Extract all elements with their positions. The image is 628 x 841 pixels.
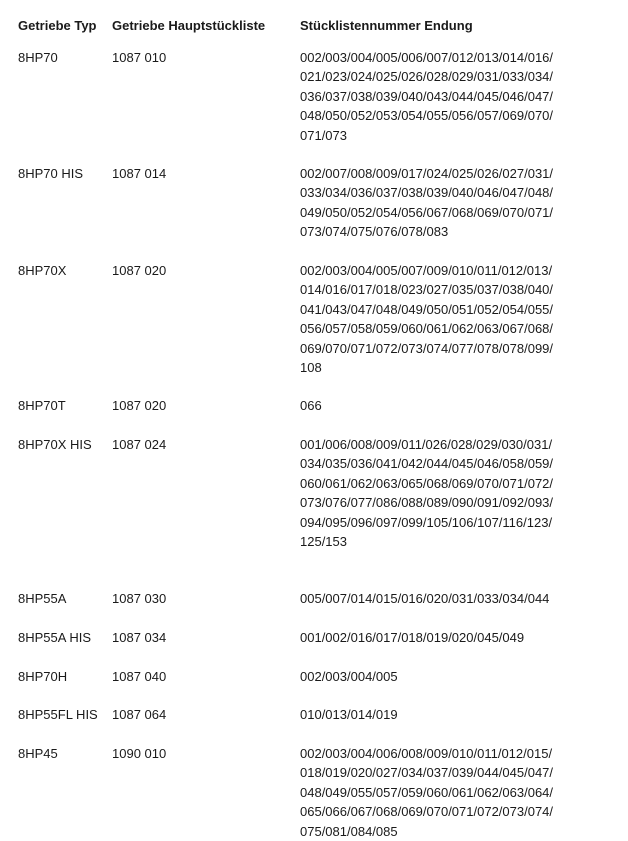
- hauptstueckliste-cell: 1087 014: [112, 166, 167, 181]
- endungen-line: 021/023/024/025/026/028/029/031/033/034/: [300, 69, 554, 85]
- hauptstueckliste-cell: 1087 064: [112, 707, 167, 722]
- hauptstueckliste-cell: 1087 024: [112, 437, 167, 452]
- hauptstueckliste-cell: 1087 010: [112, 50, 167, 65]
- endungen-line: 108: [300, 360, 322, 376]
- endungen-cell: [300, 261, 553, 377]
- getriebe-typ-cell: 8HP70T: [18, 398, 66, 413]
- endungen-cell: [300, 744, 553, 841]
- endungen-line: 094/095/096/097/099/105/106/107/116/123/: [300, 514, 553, 530]
- endungen-cell: [300, 589, 549, 608]
- endungen-line: 048/049/055/057/059/060/061/062/063/064/: [300, 784, 554, 800]
- endungen-cell: [300, 164, 553, 242]
- getriebe-typ-cell: 8HP55A: [18, 591, 67, 606]
- endungen-line: 010/013/014/019: [300, 707, 398, 722]
- endungen-line: 049/050/052/054/056/067/068/069/070/071/: [300, 204, 554, 220]
- endungen-line: 066: [300, 398, 322, 413]
- endungen-line: 060/061/062/063/065/068/069/070/071/072/: [300, 475, 554, 491]
- endungen-line: 033/034/036/037/038/039/040/046/047/048/: [300, 185, 554, 201]
- endungen-cell: [300, 435, 553, 551]
- hauptstueckliste-cell: 1087 020: [112, 263, 167, 278]
- endungen-cell: [300, 48, 553, 145]
- endungen-cell: [300, 705, 398, 724]
- getriebe-typ-cell: 8HP55A HIS: [18, 630, 91, 645]
- endungen-line: 005/007/014/015/016/020/031/033/034/044: [300, 591, 550, 606]
- endungen-cell: [300, 628, 524, 647]
- header-hauptstueckliste: Getriebe Hauptstückliste: [112, 18, 266, 33]
- endungen-line: 048/050/052/053/054/055/056/057/069/070/: [300, 108, 554, 124]
- endungen-line: 036/037/038/039/040/043/044/045/046/047/: [300, 88, 554, 104]
- endungen-line: 002/003/004/005/007/009/010/011/012/013/: [300, 263, 553, 278]
- getriebe-typ-cell: 8HP45: [18, 746, 58, 761]
- endungen-line: 018/019/020/027/034/037/039/044/045/047/: [300, 765, 554, 781]
- endungen-line: 041/043/047/048/049/050/051/052/054/055/: [300, 301, 554, 317]
- endungen-line: 001/006/008/009/011/026/028/029/030/031/: [300, 437, 553, 452]
- endungen-cell: [300, 396, 322, 415]
- table-header: [0, 16, 628, 38]
- endungen-line: 065/066/067/068/069/070/071/072/073/074/: [300, 804, 554, 820]
- endungen-line: 001/002/016/017/018/019/020/045/049: [300, 630, 525, 645]
- endungen-line: 071/073: [300, 127, 347, 143]
- header-getriebe-typ: Getriebe Typ: [18, 18, 97, 33]
- endungen-line: 073/074/075/076/078/083: [300, 224, 449, 240]
- getriebe-typ-cell: 8HP70X: [18, 263, 67, 278]
- endungen-line: 002/007/008/009/017/024/025/026/027/031/: [300, 166, 554, 181]
- getriebe-typ-cell: 8HP70X HIS: [18, 437, 92, 452]
- endungen-line: 034/035/036/041/042/044/045/046/058/059/: [300, 456, 554, 472]
- endungen-line: 073/076/077/086/088/089/090/091/092/093/: [300, 495, 554, 511]
- getriebe-typ-cell: 8HP70: [18, 50, 58, 65]
- endungen-line: 002/003/004/005/006/007/012/013/014/016/: [300, 50, 554, 65]
- endungen-cell: [300, 667, 398, 686]
- getriebe-typ-cell: 8HP70 HIS: [18, 166, 84, 181]
- endungen-line: 002/003/004/006/008/009/010/011/012/015/: [300, 746, 553, 761]
- hauptstueckliste-cell: 1087 020: [112, 398, 167, 413]
- header-stuecklistennummer-endung: Stücklistennummer Endung: [300, 18, 473, 33]
- endungen-line: 002/003/004/005: [300, 669, 398, 684]
- endungen-line: 056/057/058/059/060/061/062/063/067/068/: [300, 321, 554, 337]
- getriebe-typ-cell: 8HP55FL HIS: [18, 707, 98, 722]
- endungen-line: 125/153: [300, 534, 347, 550]
- hauptstueckliste-cell: 1087 040: [112, 669, 167, 684]
- hauptstueckliste-cell: 1087 030: [112, 591, 167, 606]
- endungen-line: 075/081/084/085: [300, 823, 398, 839]
- hauptstueckliste-cell: 1087 034: [112, 630, 167, 645]
- hauptstueckliste-cell: 1090 010: [112, 746, 167, 761]
- endungen-line: 069/070/071/072/073/074/077/078/078/099/: [300, 340, 554, 356]
- getriebe-typ-cell: 8HP70H: [18, 669, 68, 684]
- endungen-line: 014/016/017/018/023/027/035/037/038/040/: [300, 282, 554, 298]
